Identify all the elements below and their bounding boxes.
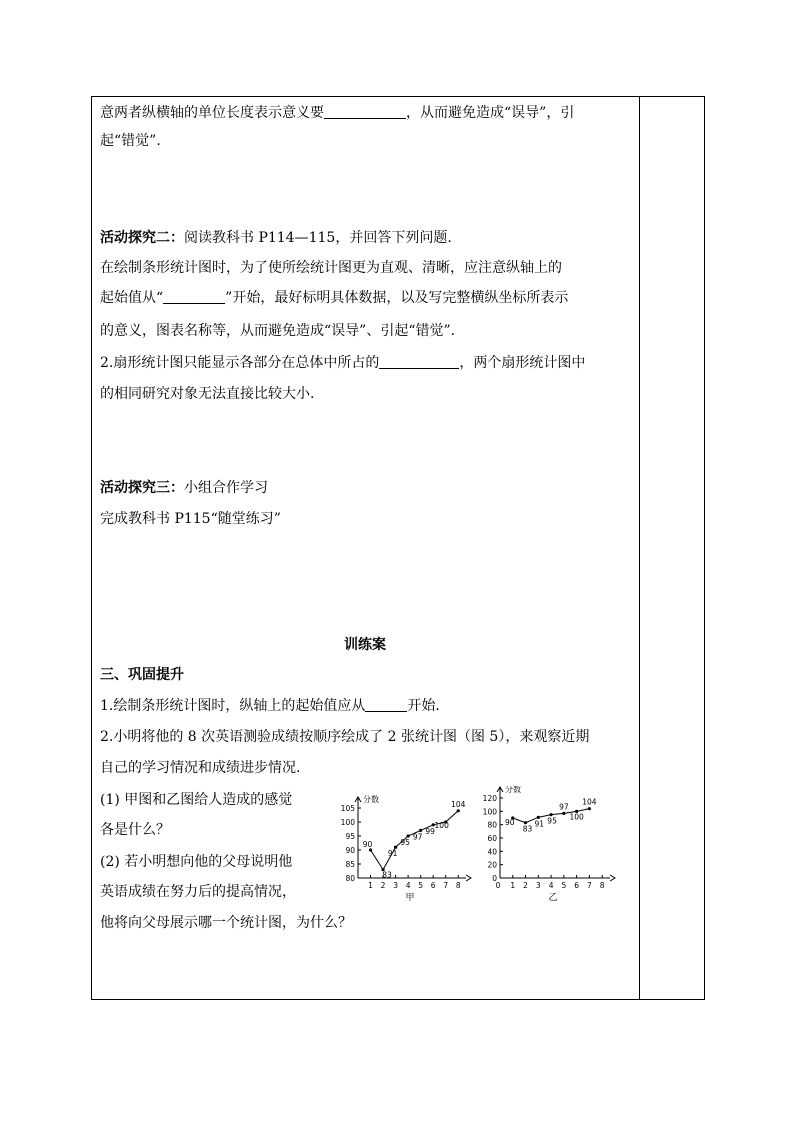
data-point	[457, 809, 460, 812]
data-label: 97	[412, 832, 423, 842]
x-tick-label: 4	[405, 881, 411, 890]
text: ，两个扇形统计图中	[459, 355, 586, 371]
text: ，从而避免造成“误导”，引	[406, 105, 575, 121]
data-label: 91	[387, 849, 398, 859]
data-label: 100	[434, 821, 449, 830]
y-tick-label: 0	[492, 874, 497, 883]
data-label: 104	[451, 799, 466, 809]
y-tick-label: 120	[482, 794, 497, 803]
text: 2.扇形统计图只能显示各部分在总体中所占的	[100, 355, 380, 371]
data-label: 83	[522, 824, 533, 834]
x-axis-arrow	[466, 875, 471, 881]
activity2-heading	[100, 228, 452, 248]
text: 意两者纵横轴的单位长度表示意义要	[100, 105, 324, 121]
text-line	[100, 103, 574, 123]
data-label: 95	[400, 838, 410, 847]
question-line: (1) 甲图和乙图给人造成的感觉	[100, 792, 293, 808]
y-tick-label: 60	[487, 834, 497, 843]
x-tick-label: 2	[523, 881, 528, 890]
x-tick-label: 6	[574, 881, 580, 890]
data-point	[562, 812, 565, 815]
x-tick-label: 1	[368, 881, 373, 890]
data-label: 91	[534, 819, 545, 829]
text: 起始值从“	[100, 290, 164, 306]
x-tick-label: 7	[443, 881, 449, 890]
heading-text: 小组合作学习	[184, 480, 268, 496]
data-label: 97	[559, 802, 569, 812]
answer-blank[interactable]	[379, 354, 459, 369]
heading-label: 活动探究二：	[100, 230, 184, 246]
answer-blank[interactable]	[324, 104, 406, 119]
heading-label: 活动探究三：	[100, 480, 184, 496]
x-tick-label: 6	[430, 881, 436, 890]
y-axis-label: 分数	[363, 795, 379, 804]
question-line: (2) 若小明想向他的父母说明他	[100, 854, 293, 870]
y-tick-label: 100	[340, 818, 355, 827]
x-tick-label: 7	[587, 881, 592, 890]
data-point	[588, 807, 591, 810]
text-line	[100, 288, 568, 308]
y-tick-label: 95	[345, 832, 355, 841]
question-line: 英语成绩在努力后的提高情况，	[100, 884, 296, 900]
x-tick-label: 1	[510, 881, 516, 890]
text-line: 完成教科书 P115“随堂练习”	[100, 511, 281, 527]
y-tick-label: 40	[487, 847, 497, 857]
text: ”开始，最好标明具体数据，以及写完整横纵坐标所表示	[225, 290, 569, 306]
question-line: 各是什么？	[100, 822, 170, 838]
y-tick-label: 20	[487, 860, 497, 870]
text: 1.绘制条形统计图时，纵轴上的起始值应从	[100, 698, 366, 714]
x-tick-label: 8	[599, 881, 605, 890]
x-tick-label: 3	[535, 881, 541, 890]
data-label: 90	[504, 818, 515, 827]
text-line	[100, 353, 585, 373]
y-tick-label: 105	[340, 804, 355, 813]
chart-title: 甲	[405, 893, 415, 902]
line-chart-jia	[330, 786, 472, 902]
x-axis-arrow	[610, 875, 615, 881]
x-tick-label: 3	[393, 881, 398, 890]
question-line: 2.小明将他的 8 次英语测验成绩按顺序绘成了 2 张统计图（图 5），来观察近期	[100, 729, 590, 745]
question-line: 自己的学习情况和成绩进步情况.	[100, 760, 301, 776]
x-tick-label: 2	[380, 881, 386, 890]
y-tick-label: 80	[345, 874, 355, 883]
text: 开始.	[407, 698, 440, 714]
text-line: 的意义，图表名称等，从而避免造成“误导”、引起“错觉”.	[100, 323, 456, 339]
activity3-heading	[100, 478, 268, 498]
question-line	[100, 696, 440, 716]
section-heading: 三、巩固提升	[100, 667, 184, 683]
data-label: 95	[547, 816, 557, 826]
text-line: 在绘制条形统计图时，为了使所绘统计图更为直观、清晰，应注意纵轴上的	[100, 260, 562, 276]
text-line: 的相同研究对象无法直接比较大小.	[100, 386, 315, 402]
data-label: 83	[382, 870, 392, 880]
y-tick-label: 80	[487, 820, 497, 830]
data-label: 100	[569, 812, 584, 822]
answer-blank[interactable]	[163, 289, 225, 304]
heading-text: 阅读教科书 P114—115，并回答下列问题.	[184, 230, 452, 246]
x-tick-label: 0	[495, 881, 501, 890]
y-tick-label: 85	[345, 860, 355, 869]
data-label: 104	[582, 797, 597, 807]
x-tick-label: 5	[561, 881, 567, 890]
question-line: 他将向父母展示哪一个统计图，为什么？	[100, 915, 352, 931]
chart-title: 乙	[548, 893, 558, 902]
x-tick-label: 4	[548, 881, 554, 890]
y-axis-label: 分数	[505, 786, 521, 794]
y-tick-label: 90	[345, 846, 355, 855]
x-tick-label: 5	[418, 881, 424, 890]
text-line: 起“错觉”.	[100, 133, 161, 149]
column-divider	[639, 96, 640, 1000]
y-tick-label: 100	[482, 807, 497, 817]
line-chart-yi	[478, 786, 620, 902]
answer-blank[interactable]	[365, 697, 407, 712]
data-label: 90	[362, 840, 373, 849]
training-title: 训练案	[344, 637, 386, 653]
data-label: 99	[425, 826, 435, 836]
x-tick-label: 8	[455, 881, 461, 890]
